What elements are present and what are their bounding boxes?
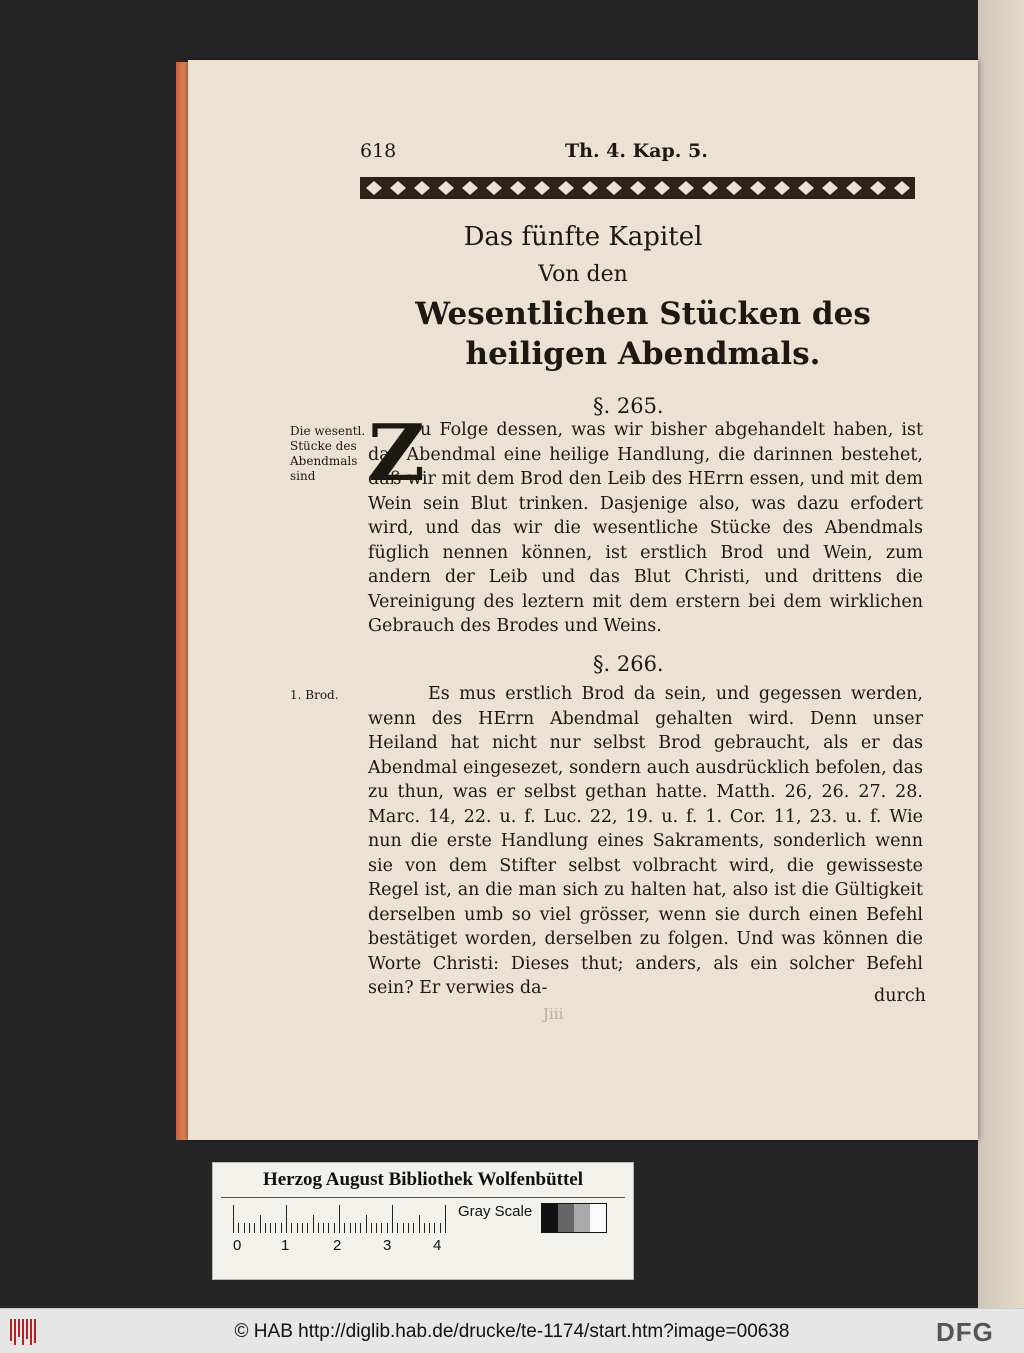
ruler-tick — [270, 1223, 271, 1233]
gray-swatch — [574, 1204, 590, 1232]
page-header — [360, 140, 920, 170]
ruler-tick — [419, 1215, 420, 1233]
dfg-logo: DFG — [936, 1317, 994, 1347]
adjacent-page-edge — [978, 0, 1024, 1352]
gray-swatch — [558, 1204, 574, 1232]
ruler-tick — [291, 1223, 292, 1233]
ruler-tick — [387, 1223, 388, 1233]
ruler-tick — [313, 1215, 314, 1233]
ruler-tick — [249, 1223, 250, 1233]
drop-cap: Z — [368, 408, 425, 499]
ruler-tick — [344, 1223, 345, 1233]
ruler-tick — [371, 1223, 372, 1233]
ruler-tick — [323, 1223, 324, 1233]
section-label: §. 266. — [593, 652, 664, 676]
ruler-tick — [434, 1223, 435, 1233]
gray-swatch — [590, 1204, 606, 1232]
footer-bar — [0, 1308, 1024, 1353]
ruler-tick — [350, 1223, 351, 1233]
ruler-tick — [366, 1215, 367, 1233]
ruler-numbers — [233, 1237, 473, 1257]
ornament-band — [360, 177, 915, 199]
ruler-number: 4 — [433, 1237, 442, 1254]
measurement-ruler — [233, 1205, 448, 1233]
ruler-tick — [281, 1223, 282, 1233]
ruler-tick — [328, 1223, 329, 1233]
ruler-tick — [355, 1223, 356, 1233]
ruler-tick — [297, 1223, 298, 1233]
chapter-title: Das fünfte Kapitel — [463, 222, 703, 252]
library-name: Herzog August Bibliothek Wolfenbüttel — [262, 1169, 584, 1190]
ruler-tick — [360, 1223, 361, 1233]
margin-note: Die wesentl. Stücke des Abendmals sind — [290, 424, 366, 483]
gray-swatch — [542, 1204, 558, 1232]
ruler-tick — [265, 1223, 266, 1233]
page-number: 618 — [360, 140, 397, 162]
ruler-tick — [254, 1223, 255, 1233]
ruler-tick — [318, 1223, 319, 1233]
ruler-number: 0 — [233, 1237, 242, 1254]
ruler-tick — [307, 1223, 308, 1233]
ruler-tick — [445, 1205, 446, 1233]
ruler-tick — [286, 1205, 287, 1233]
ruler-tick — [238, 1223, 239, 1233]
section-label: §. 265. — [593, 394, 664, 418]
catchword: durch — [874, 986, 926, 1006]
margin-note: 1. Brod. — [290, 688, 339, 702]
running-head: Th. 4. Kap. 5. — [565, 140, 708, 162]
gray-scale-swatches — [541, 1203, 607, 1233]
ruler-tick — [397, 1223, 398, 1233]
ruler-tick — [376, 1223, 377, 1233]
ruler-tick — [403, 1223, 404, 1233]
body-paragraph: u Folge dessen, was wir bisher abgehandelt haben, ist das Abendmal eine heilige Handlung, die darinnen bestehet, daß wir mit dem Brod den Leib des HErrn essen, und mit dem Wein sein Blut trinken. Dasjenige also, was dazu erfodert wird, und das wir die wesentliche Stücke des Abendmals füglich nennen können, ist erstlich Brod und Wein, zum andern der Leib und das Blut Christi, und drittens die Vereinigung des leztern mit dem erstern bei dem wirklichen Gebrauch des Brodes und Weins. — [368, 420, 923, 636]
ruler-tick — [275, 1223, 276, 1233]
ruler-tick — [440, 1223, 441, 1233]
copyright-url[interactable]: © HAB http://diglib.hab.de/drucke/te-1174/start.htm?image=00638 — [234, 1321, 790, 1342]
ruler-tick — [429, 1223, 430, 1233]
scanned-page — [188, 60, 978, 1140]
ruler-tick — [244, 1223, 245, 1233]
body-paragraph: Es mus erstlich Brod da sein, und gegessen werden, wenn des HErrn Abendmal gehalten wird. Denn unser Heiland hat nicht nur selbst Brod gebraucht, als er das Abendmal eingesezet, sondern auch ausdrücklich befolen, das zu thun, was er selbst gethan hatte. Matth. 26, 26. 27. 28. Marc. 14, 22. u. f. Luc. 22, 19. u. f. 1. Cor. 11, 23. u. f. Wie nun die erste Handlung eines Sakraments, sonderlich wenn sie von dem Stifter selbst volbracht wird, die gewisseste Regel ist, an die man sich zu halten hat, also ist die Gültigkeit derselben umb so viel grösser, wenn sie durch einen Befehl bestätiget worden, derselben zu folgen. Und was können die Worte Christi: Dieses thut; anders, als ein solcher Befehl sein? Er verwies da- — [368, 684, 923, 998]
ruler-tick — [408, 1223, 409, 1233]
ruler-tick — [233, 1205, 234, 1233]
ruler-tick — [339, 1205, 340, 1233]
gray-scale-label: Gray Scale — [458, 1203, 533, 1220]
ruler-tick — [392, 1205, 393, 1233]
ruler-tick — [424, 1223, 425, 1233]
ruler-number: 2 — [333, 1237, 342, 1254]
card-divider — [221, 1197, 625, 1198]
ruler-tick — [413, 1223, 414, 1233]
ruler-tick — [381, 1223, 382, 1233]
signature-mark: Jiii — [543, 1005, 564, 1023]
chapter-subtitle: Von den — [538, 262, 628, 287]
ruler-number: 3 — [383, 1237, 392, 1254]
color-calibration-card — [212, 1162, 634, 1280]
ruler-tick — [334, 1223, 335, 1233]
chapter-main-heading: Wesentlichen Stücken des heiligen Abendmals. — [415, 296, 871, 372]
ruler-tick — [302, 1223, 303, 1233]
ruler-number: 1 — [281, 1237, 290, 1254]
ruler-tick — [260, 1215, 261, 1233]
